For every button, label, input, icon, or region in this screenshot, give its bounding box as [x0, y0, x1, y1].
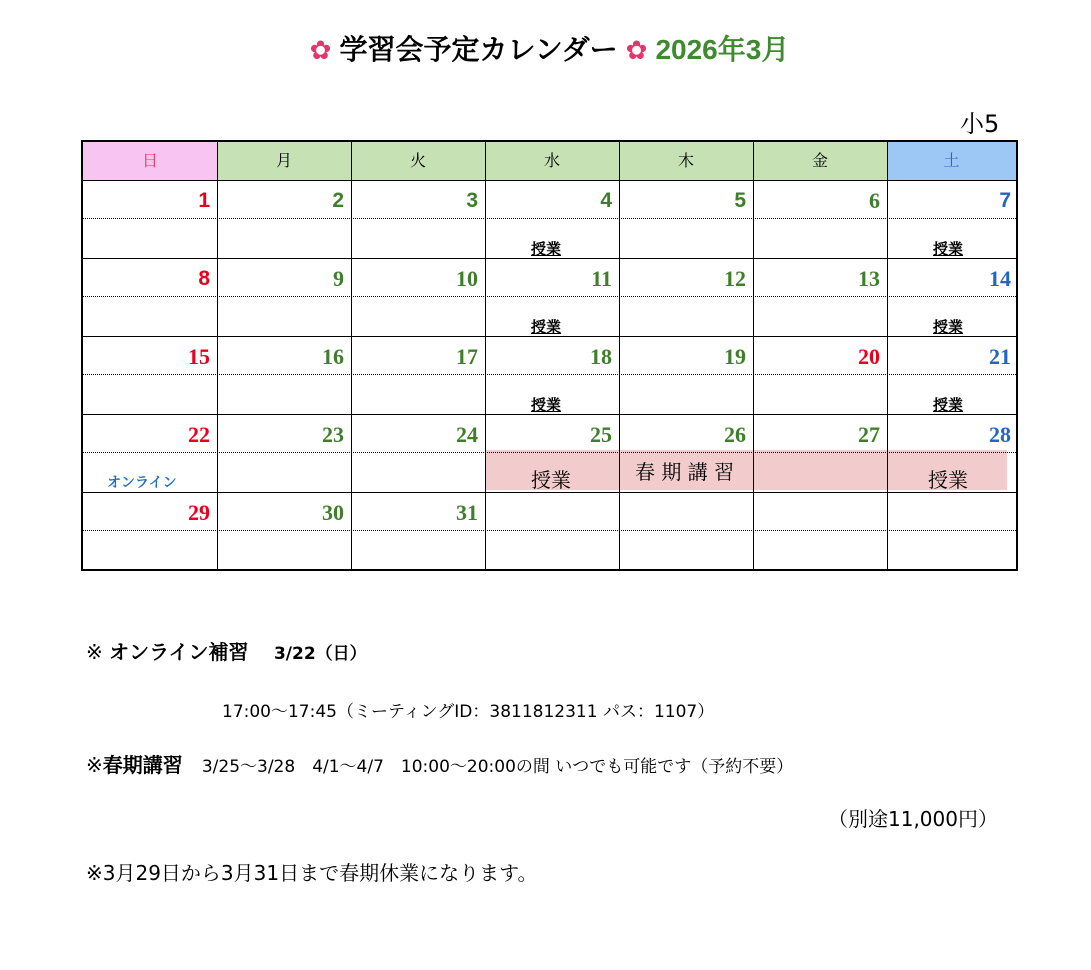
weekday-header-sun: 日: [83, 142, 217, 180]
weekday-header-sat: 土: [887, 142, 1016, 180]
title-month: 2026年3月: [655, 34, 790, 65]
day-number: 14: [989, 266, 1011, 291]
day-number: 12: [724, 266, 746, 291]
weekday-header-tue: 火: [351, 142, 485, 180]
lesson-label: 授業: [933, 240, 964, 258]
day-number: 8: [198, 267, 210, 290]
day-number: 25: [590, 422, 612, 447]
spring-note: [86, 749, 793, 778]
title-text: 学習会予定カレンダー: [339, 33, 618, 66]
online-note-heading: [86, 636, 367, 665]
day-number: 2: [332, 189, 344, 212]
day-number: 10: [456, 266, 478, 291]
spring-band-title: 春 期 講 習: [635, 460, 735, 484]
lesson-label: 授業: [531, 318, 562, 336]
flower-icon: ✿: [309, 36, 332, 66]
day-number: 19: [724, 344, 746, 369]
day-number: 15: [188, 344, 210, 369]
online-note-detail: 17:00〜17:45（ミーティングID：3811812311 パス：1107）: [222, 702, 715, 722]
spring-band-lesson: 授業: [928, 468, 968, 492]
flower-icon: ✿: [625, 36, 648, 66]
day-number: 1: [198, 189, 210, 212]
spring-band-lesson: 授業: [531, 468, 571, 492]
day-number: 31: [456, 500, 478, 525]
lesson-label: 授業: [933, 396, 964, 414]
page-title: [0, 28, 1091, 68]
weekday-header-mon: 月: [217, 142, 351, 180]
day-number: 20: [858, 344, 880, 369]
day-number: 21: [989, 344, 1011, 369]
day-number: 23: [322, 422, 344, 447]
day-number: 13: [858, 266, 880, 291]
note-mark: ※: [86, 753, 103, 777]
day-number: 27: [858, 422, 880, 447]
day-number: 30: [322, 500, 344, 525]
day-number: 28: [989, 422, 1011, 447]
lesson-label: 授業: [531, 240, 562, 258]
lesson-label: 授業: [933, 318, 964, 336]
online-note-date: 3/22（日）: [273, 644, 367, 664]
calendar-grid: [81, 140, 1018, 571]
note-mark: ※: [86, 640, 110, 664]
day-number: 26: [724, 422, 746, 447]
day-number: 5: [734, 189, 746, 212]
day-number: 4: [600, 189, 612, 212]
weekday-header-wed: 水: [485, 142, 619, 180]
online-label: オンライン: [107, 475, 177, 491]
day-number: 6: [869, 188, 880, 213]
day-number: 7: [999, 189, 1011, 212]
day-number: 11: [591, 266, 612, 291]
weekday-header-fri: 金: [753, 142, 887, 180]
spring-note-fee: （別途11,000円）: [828, 807, 998, 831]
holiday-note: ※3月29日から3月31日まで春期休業になります。: [86, 861, 538, 885]
day-number: 18: [590, 344, 612, 369]
spring-note-detail: 3/25〜3/28 4/1〜4/7 10:00〜20:00の間 いつでも可能です（予約不要）: [201, 757, 794, 777]
grade-label: 小5: [960, 110, 1000, 138]
day-number: 3: [466, 189, 478, 212]
day-number: 22: [188, 422, 210, 447]
spring-note-title: 春期講習: [102, 753, 183, 777]
day-number: 16: [322, 344, 344, 369]
weekday-header-thu: 木: [619, 142, 753, 180]
lesson-label: 授業: [531, 396, 562, 414]
day-number: 17: [456, 344, 478, 369]
online-note-title: オンライン補習: [109, 640, 249, 664]
day-number: 29: [188, 500, 210, 525]
day-number: 9: [333, 266, 344, 291]
day-number: 24: [456, 422, 478, 447]
